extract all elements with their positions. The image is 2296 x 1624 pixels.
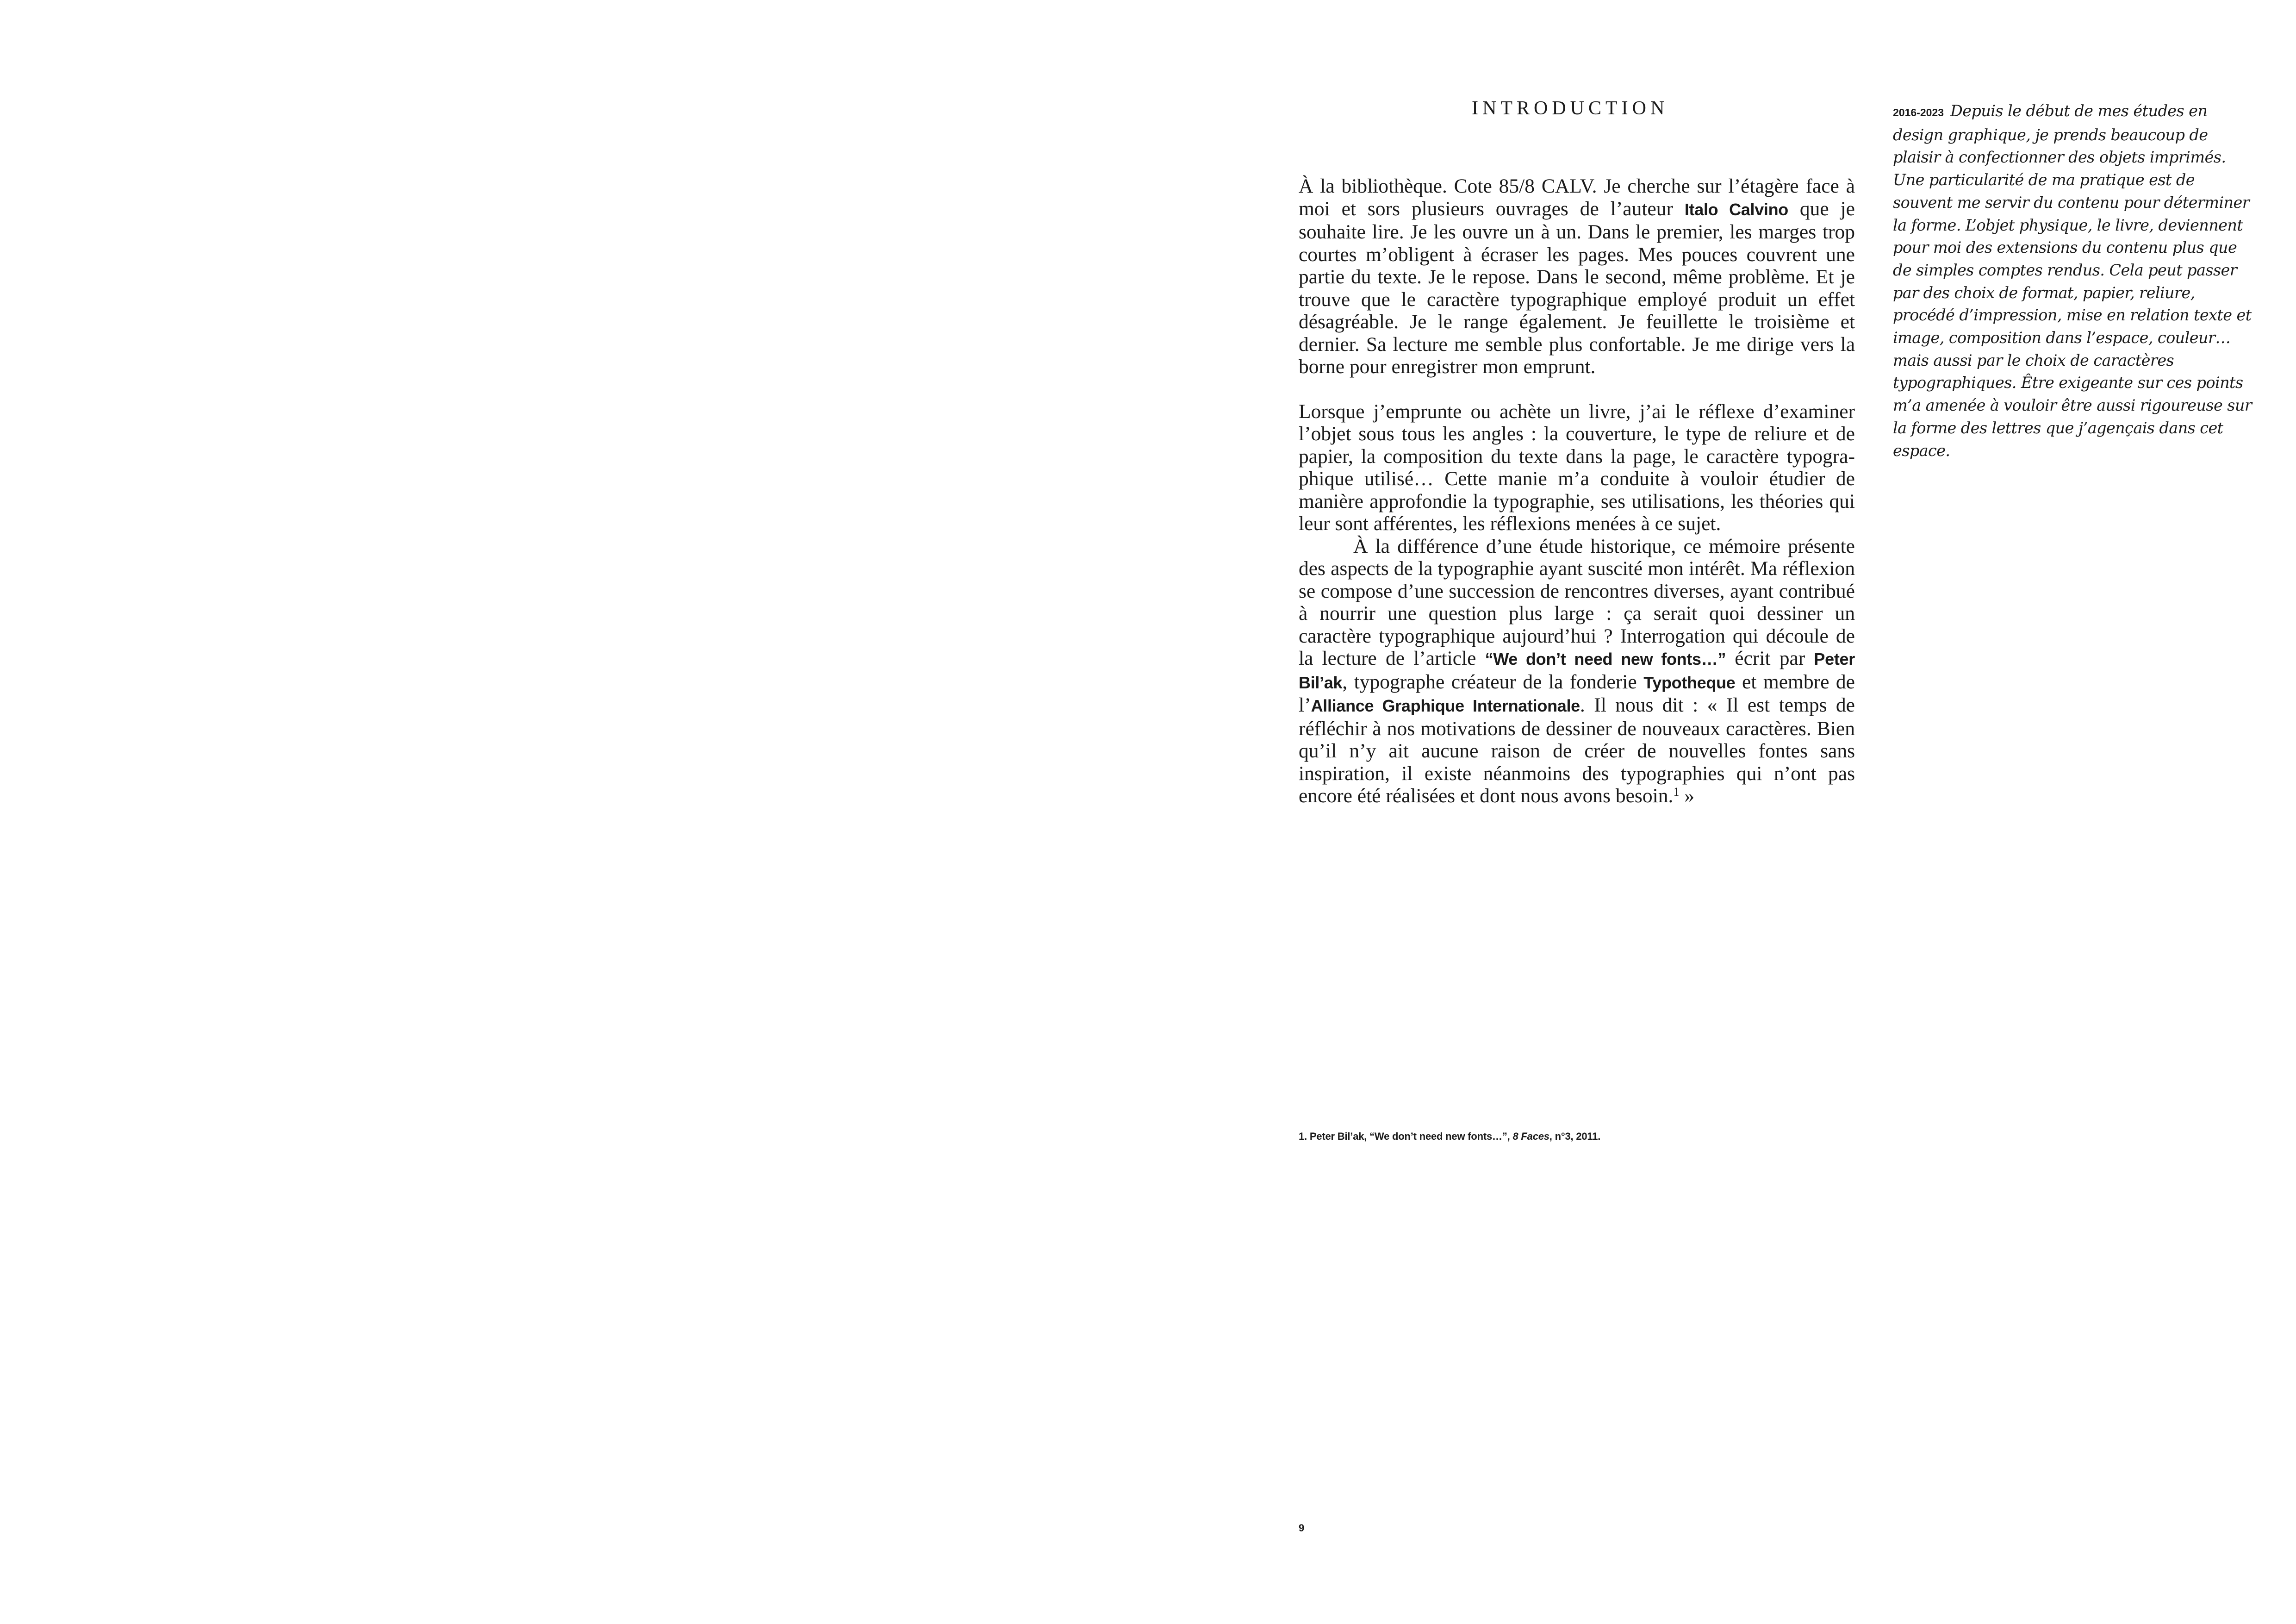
paragraph-library (1299, 175, 1855, 378)
footnote-reference: 1 (1673, 785, 1680, 799)
body-text-column (1299, 175, 1855, 807)
person-name: Peter Bil’ak (1299, 650, 1855, 692)
margin-note-text: Depuis le début de mes études en design graphique, je prends beaucoup de plaisir à confectionner des objets imprimés. Une particularité de ma pratique est de souvent me servir du contenu pour déterminer la forme. L’objet physique, le livre, deviennent pour moi des extensions du contenu plus que de simples comptes rendus. Cela peut passer par des choix de format, papier, reliure, procédé d’impression, mise en relation texte et image, composition dans l’espace, couleur… mais aussi par le choix de caractères typographiques. Être exigeante sur ces points m’a amenée à vouloir être aussi rigoureuse sur la forme des lettres que j’agençais dans cet espace. (1893, 102, 2252, 460)
quote-close: » (1679, 785, 1694, 807)
chapter-title: INTRODUCTION (1472, 98, 1669, 119)
footnote-text-end: , n°3, 2011. (1549, 1131, 1601, 1142)
margin-note (1893, 100, 2259, 462)
footnote-source-title: 8 Faces (1512, 1131, 1549, 1142)
organization-name: Alliance Graphique Internationale (1311, 696, 1580, 715)
footnote-text: 1. Peter Bil’ak, “We don’t need new fonts…”, (1299, 1131, 1513, 1142)
article-title: “We don’t need new fonts…” (1485, 650, 1726, 668)
paragraph-memoire-text: À la différence d’une étude historique, ce mémoire présente des aspects de la typographie ayant suscité mon intérêt. Ma réflexion se compose d’une succession de rencontres diverses, ayant contribué à nourrir une question plus large : ça serait quoi dessiner un caractère typographique aujourd’hui ? Interrogation qui découle de la lecture de l’article (1299, 535, 1855, 669)
footnote (1299, 1131, 1854, 1143)
paragraph-memoire-text-d: et membre de l’ (1299, 670, 1855, 716)
margin-note-years: 2016-2023 (1893, 106, 1944, 119)
paragraph-memoire-text-b: écrit par (1726, 647, 1814, 669)
paragraph-memoire-quote: . Il nous dit : « Il est temps de réfléchir à nos motivations de dessiner de nouveaux caractères. Bien qu’il n’y ait aucune raison de créer de nouvelles fontes sans inspiration, il existe néanmoins des typographies qui n’ont pas encore été réalisées et dont nous avons besoin. (1299, 694, 1855, 807)
foundry-name: Typotheque (1643, 673, 1736, 692)
paragraph-library-text: À la bibliothèque. Cote 85/8 CALV. Je cherche sur l’étagère face à moi et sors plusieurs ouvrages de l’auteur (1299, 175, 1855, 220)
paragraph-memoire (1299, 535, 1855, 807)
paragraph-library-rest: que je souhaite lire. Je les ouvre un à un. Dans le premier, les marges trop courtes m’obligent à écraser les pages. Mes pouces couvrent une partie du texte. Je le repose. Dans le second, même problème. Et je trouve que le caractère typographique employé produit un effet désagréable. Je le range également. Je feuillette le troisième et dernier. Sa lecture me semble plus confortable. Je me dirige vers la borne pour enregistrer mon emprunt. (1299, 197, 1855, 378)
paragraph-examination: Lorsque j’emprunte ou achète un livre, j’ai le réflexe d’examiner l’objet sous tous les angles : la couverture, le type de reliure et de papier, la composition du texte dans la page, le caractère typographique utilisé… Cette manie m’a conduite à vouloir étudier de manière approfondie la typographie, ses utilisations, les théories qui leur sont afférentes, les réflexions menées à ce sujet. (1299, 400, 1855, 535)
author-name: Italo Calvino (1684, 200, 1788, 219)
paragraph-memoire-text-c: , typographe créateur de la fonderie (1342, 670, 1644, 693)
page-number: 9 (1299, 1522, 1305, 1534)
